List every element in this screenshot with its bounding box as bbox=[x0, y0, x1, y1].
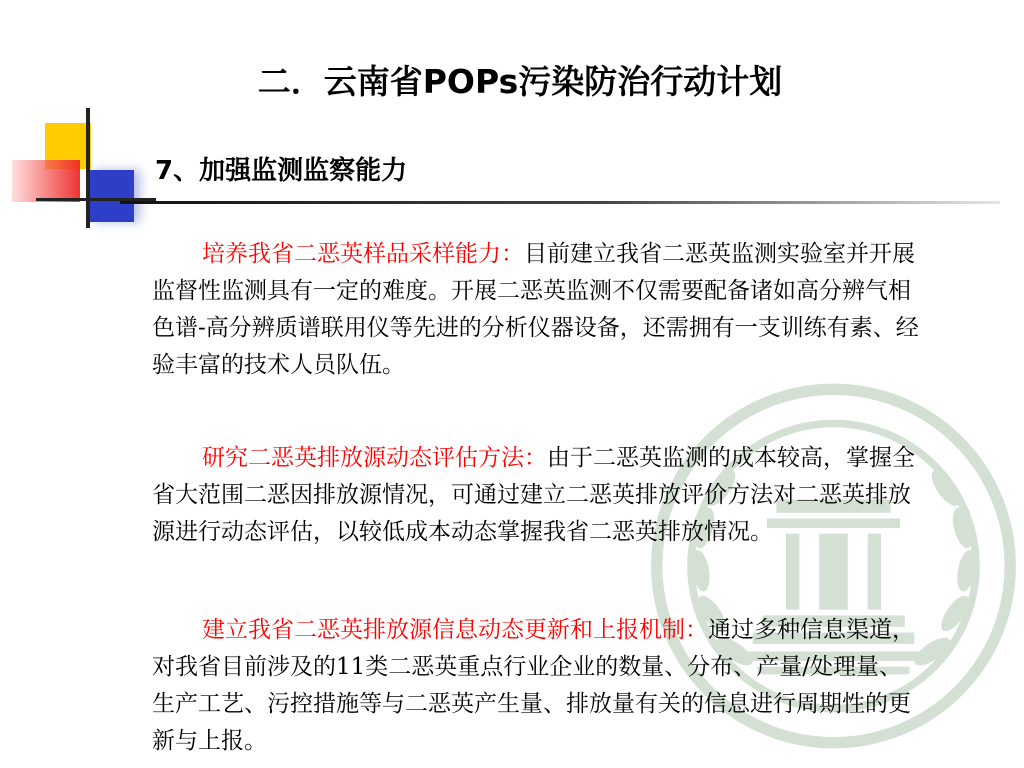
paragraph-highlight: 建立我省二恶英排放源信息动态更新和上报机制： bbox=[202, 617, 708, 643]
header-divider-rule bbox=[120, 201, 1000, 204]
slide-title: 二．云南省POPs污染防治行动计划 bbox=[257, 62, 783, 101]
section-subtitle: 7、加强监测监察能力 bbox=[155, 156, 408, 186]
paragraph-reporting-mechanism bbox=[152, 612, 924, 760]
paragraph-sampling-capacity bbox=[152, 236, 924, 384]
decor-blue-square bbox=[88, 170, 134, 222]
paragraph-highlight: 研究二恶英排放源动态评估方法： bbox=[202, 445, 547, 471]
paragraph-text: 目前建立我省二恶英监测实验室并开展监督性监测具有一定的难度。开展二恶英监测不仅需要配备诸如高分辨气相色谱-高分辨质谱联用仪等先进的分析仪器设备，还需拥有一支训练有素、经验丰富的技术人员队伍。 bbox=[152, 241, 919, 378]
paragraph-assessment-method bbox=[152, 440, 924, 551]
decor-red-square bbox=[12, 160, 80, 202]
paragraph-text: 由于二恶英监测的成本较高，掌握全省大范围二恶因排放源情况，可通过建立二恶英排放评价方法对二恶英排放源进行动态评估，以较低成本动态掌握我省二恶英排放情况。 bbox=[152, 445, 915, 545]
paragraph-highlight: 培养我省二恶英样品采样能力： bbox=[202, 241, 524, 267]
decor-vertical-line bbox=[86, 108, 90, 228]
paragraph-text: 通过多种信息渠道，对我省目前涉及的11类二恶英重点行业企业的数量、分布、产量/处理量、生产工艺、污控措施等与二恶英产生量、排放量有关的信息进行周期性的更新与上报。 bbox=[152, 617, 915, 754]
